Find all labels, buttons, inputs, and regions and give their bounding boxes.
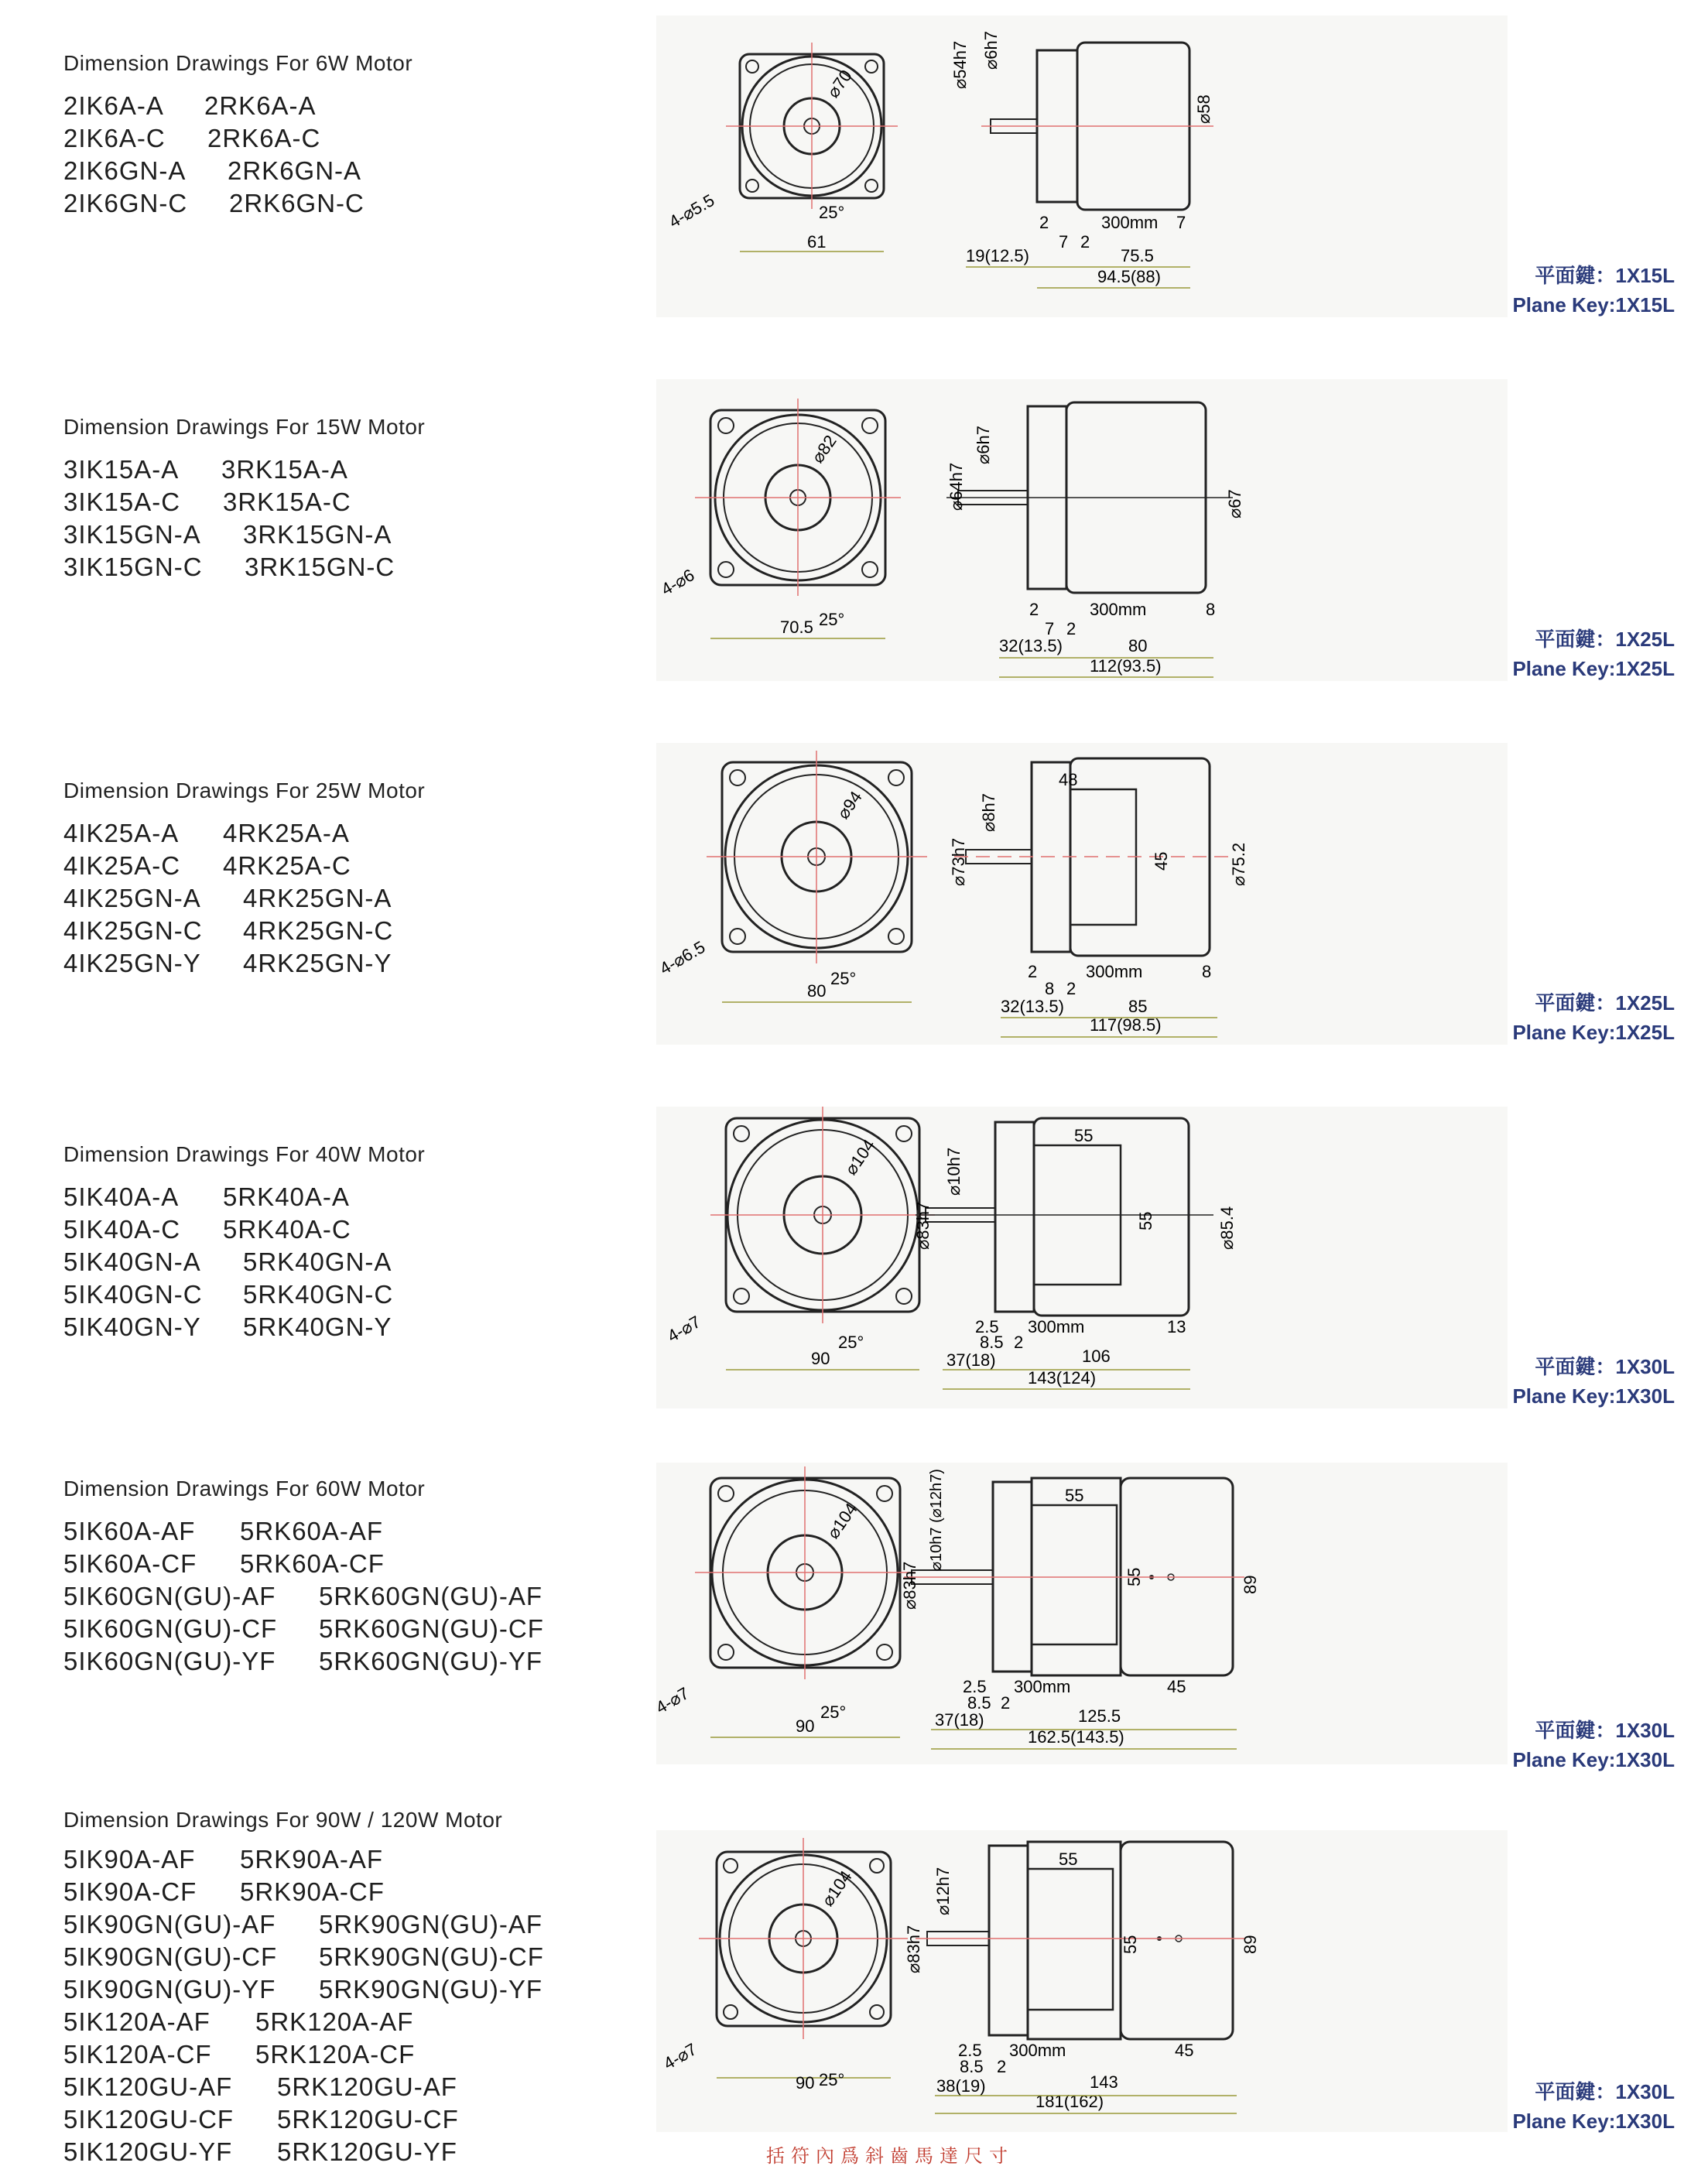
dim-body: ⌀85.4 [1217,1206,1237,1250]
motor-drawing-svg [656,379,1515,689]
dim-a: 2.5 [963,1677,987,1696]
model-rk: 3RK15GN-A [243,520,392,549]
model-rk: 5RK120GU-CF [277,2105,459,2134]
dim-cable: 300mm [1090,600,1147,619]
model-ik: 5IK120GU-YF [63,2137,233,2166]
dim-b: 7 [1045,619,1055,638]
model-row [63,1973,544,2006]
model-rk: 5RK120GU-YF [277,2137,457,2166]
dim-body: ⌀75.2 [1229,842,1248,886]
dim-pilot: ⌀83h7 [904,1925,923,1973]
model-row [63,1645,544,1678]
dim-holes: 4-⌀5.5 [666,190,718,232]
dim-side: 70.5 [780,618,813,637]
model-row [63,1613,544,1645]
dim-total: 143(124) [1028,1368,1097,1388]
dim-c: 2 [1066,619,1076,638]
dim-side: 80 [807,981,827,1001]
plane-key-cn: 平面鍵：1X25L [1535,991,1675,1015]
model-rk: 5RK60A-AF [240,1517,384,1545]
model-ik: 2IK6A-C [63,124,166,152]
dim-body-l: 106 [1082,1347,1111,1366]
model-rk: 5RK40GN-Y [243,1312,392,1341]
model-ik: 5IK90A-AF [63,1845,196,1874]
dim-pilot: ⌀83h7 [913,1201,933,1250]
model-rk: 5RK60GN(GU)-CF [319,1614,544,1643]
model-rk: 2RK6A-A [204,91,317,120]
dimension-drawing [656,1463,1515,1776]
plane-key-en: Plane Key:1X25L [1512,1021,1675,1044]
model-list [63,90,365,220]
dim-angle: 25° [819,610,845,629]
model-ik: 5IK90GN(GU)-CF [63,1942,278,1971]
footer-note: 括符內爲斜齒馬達尺寸 [766,2146,1014,2167]
model-ik: 5IK40GN-Y [63,1312,201,1341]
model-ik: 4IK25GN-A [63,884,201,912]
dim-d: 13 [1167,1317,1186,1336]
dim-side: 90 [796,2073,815,2093]
dimension-drawing [656,379,1515,693]
dim-holes: 4-⌀7 [656,1683,693,1718]
model-ik: 5IK120A-AF [63,2007,211,2036]
model-row [63,486,395,518]
dim-total: 162.5(143.5) [1028,1727,1124,1747]
dim-cable: 300mm [1014,1677,1071,1696]
dim-shaft-d: ⌀6h7 [974,426,993,464]
section-title: Dimension Drawings For 90W / 120W Motor [63,1808,503,1832]
dim-body: 89 [1241,1935,1260,1954]
dimension-drawing [656,743,1515,1056]
model-rk: 5RK60A-CF [240,1549,385,1578]
dim-diag: ⌀104 [817,1867,856,1910]
model-ik: 4IK25GN-Y [63,949,201,977]
dimension-drawing [656,1830,1515,2144]
model-rk: 2RK6GN-A [228,156,362,185]
dim-cable: 300mm [1101,213,1159,232]
model-list [63,453,395,583]
model-ik: 3IK15A-A [63,455,180,484]
dim-d: 45 [1167,1677,1186,1696]
model-row [63,155,365,187]
dim-shaft-d: ⌀6h7 [981,31,1001,70]
dim-angle: 25° [819,203,845,222]
dim-c: 2 [1080,232,1090,252]
dim-body: ⌀67 [1225,489,1244,518]
motor-drawing-svg [656,1463,1515,1772]
model-ik: 5IK40GN-A [63,1247,201,1276]
dim-shaft-d: ⌀12h7 [933,1867,953,1915]
dim-inner-h: 55 [1136,1211,1155,1230]
dim-body: ⌀58 [1194,94,1213,124]
dim-cable: 300mm [1086,962,1143,981]
dim-d: 45 [1175,2041,1194,2060]
model-row [63,2006,544,2038]
motor-drawing-svg [656,1830,1515,2140]
model-row [63,90,365,122]
section-title: Dimension Drawings For 15W Motor [63,415,426,439]
model-ik: 4IK25GN-C [63,916,203,945]
dim-side: 90 [796,1716,815,1736]
plane-key-cn: 平面鍵：1X15L [1535,264,1675,287]
dim-shaft-d: ⌀10h7 (⌀12h7) [928,1469,945,1571]
model-ik: 5IK90GN(GU)-AF [63,1910,276,1939]
dim-shaft-l: 38(19) [936,2076,986,2096]
plane-key-en: Plane Key:1X30L [1512,1748,1675,1771]
section-60w [0,1455,1708,1795]
model-rk: 5RK90GN(GU)-CF [319,1942,544,1971]
model-rk: 5RK90A-CF [240,1877,385,1906]
plane-key-cn: 平面鍵：1X30L [1535,1719,1675,1742]
plane-key-cn: 平面鍵：1X25L [1535,628,1675,651]
dim-total: 181(162) [1035,2092,1104,2111]
model-rk: 4RK25A-C [223,851,351,880]
dim-body-l: 80 [1128,636,1148,655]
model-rk: 5RK120A-CF [255,2040,416,2069]
section-90w-120w [0,1795,1708,2173]
model-rk: 5RK40A-C [223,1215,351,1244]
model-ik: 2IK6GN-C [63,189,188,217]
model-row [63,882,393,915]
dim-c: 2 [1066,979,1076,998]
model-ik: 5IK40A-C [63,1215,181,1244]
model-row [63,518,395,551]
model-ik: 5IK90A-CF [63,1877,197,1906]
dim-diag: ⌀70 [823,66,856,101]
model-row [63,915,393,947]
model-ik: 5IK60GN(GU)-AF [63,1582,276,1610]
model-row [63,122,365,155]
model-row [63,1213,393,1246]
dim-shaft-d: ⌀10h7 [944,1147,964,1196]
dim-inner-w: 48 [1059,770,1078,789]
model-ik: 3IK15GN-A [63,520,201,549]
section-6w [0,0,1708,364]
dim-b: 8.5 [980,1333,1004,1352]
plane-key [1512,1352,1675,1411]
dim-d: 8 [1202,962,1212,981]
model-rk: 5RK90GN(GU)-AF [319,1910,543,1939]
dim-d: 8 [1206,600,1216,619]
dim-angle: 25° [838,1333,864,1352]
motor-drawing-svg [656,1107,1515,1416]
model-row [63,1843,544,1876]
model-rk: 4RK25GN-C [243,916,394,945]
dim-diag: ⌀94 [833,787,866,823]
dim-angle: 25° [820,1702,847,1722]
plane-key-cn: 平面鍵：1X30L [1535,1355,1675,1378]
dim-shaft-l: 19(12.5) [966,246,1029,265]
dim-diag: ⌀82 [807,431,840,467]
model-rk: 5RK120GU-AF [277,2072,457,2101]
dim-pilot: ⌀54h7 [950,40,970,89]
model-ik: 2IK6A-A [63,91,164,120]
dim-pilot: ⌀64h7 [946,462,966,511]
dim-c: 2 [997,2057,1007,2076]
dim-pilot: ⌀83h7 [900,1561,919,1610]
model-rk: 4RK25GN-A [243,884,392,912]
model-row [63,1181,393,1213]
model-ik: 3IK15GN-C [63,553,203,581]
model-ik: 3IK15A-C [63,488,181,516]
plane-key-cn: 平面鍵：1X30L [1535,2080,1675,2103]
dim-inner-h: 55 [1124,1567,1144,1586]
model-ik: 4IK25A-C [63,851,181,880]
dim-inner-w: 55 [1065,1486,1084,1505]
dim-a: 2 [1028,962,1038,981]
section-title: Dimension Drawings For 6W Motor [63,51,413,75]
section-title: Dimension Drawings For 60W Motor [63,1477,426,1501]
plane-key [1512,625,1675,683]
motor-drawing-svg [656,15,1515,325]
dim-shaft-d: ⌀8h7 [979,793,998,832]
model-rk: 5RK90A-AF [240,1845,384,1874]
dim-c: 2 [1014,1333,1024,1352]
model-rk: 5RK60GN(GU)-AF [319,1582,543,1610]
section-25w [0,727,1708,1091]
dim-shaft-l: 32(13.5) [1001,997,1064,1016]
model-row [63,947,393,980]
model-row [63,850,393,882]
dim-pilot: ⌀73h7 [949,837,968,886]
model-row [63,1548,544,1580]
dim-inner-h: 45 [1152,851,1171,871]
model-ik: 5IK120GU-CF [63,2105,234,2134]
dim-side: 61 [807,232,827,252]
dim-shaft-l: 37(18) [946,1350,996,1370]
model-row [63,187,365,220]
model-list [63,1515,544,1678]
model-rk: 4RK25A-A [223,819,350,847]
model-rk: 5RK60GN(GU)-YF [319,1647,543,1675]
model-row [63,551,395,583]
model-row [63,1876,544,1908]
model-rk: 2RK6GN-C [229,189,365,217]
dim-a: 2.5 [975,1317,999,1336]
dim-body-l: 75.5 [1121,246,1154,265]
dim-angle: 25° [830,969,857,988]
dim-cable: 300mm [1009,2041,1066,2060]
model-row [63,2071,544,2103]
plane-key-en: Plane Key:1X30L [1512,1384,1675,1408]
dim-body-l: 143 [1090,2072,1118,2092]
model-rk: 3RK15GN-C [245,553,395,581]
dim-inner-h: 55 [1121,1935,1140,1954]
dimension-drawing [656,15,1515,329]
motor-drawing-svg [656,743,1515,1052]
dim-holes: 4-⌀6 [658,565,698,600]
dim-holes: 4-⌀6.5 [656,936,709,979]
model-ik: 5IK120A-CF [63,2040,212,2069]
dimension-drawing [656,1107,1515,1420]
plane-key [1512,2077,1675,2136]
dim-cable: 300mm [1028,1317,1085,1336]
dim-a: 2 [1029,600,1039,619]
dim-body-l: 125.5 [1078,1706,1121,1726]
dim-d: 7 [1176,213,1186,232]
model-rk: 3RK15A-C [223,488,351,516]
model-row [63,1515,544,1548]
model-ik: 5IK60A-CF [63,1549,197,1578]
dim-total: 94.5(88) [1097,267,1161,286]
plane-key [1512,261,1675,320]
section-40w [0,1091,1708,1455]
dim-total: 117(98.5) [1090,1015,1162,1035]
section-15w [0,364,1708,727]
model-ik: 5IK120GU-AF [63,2072,233,2101]
model-rk: 2RK6A-C [207,124,321,152]
dim-shaft-l: 32(13.5) [999,636,1063,655]
model-list [63,1181,393,1343]
model-ik: 5IK90GN(GU)-YF [63,1975,276,2004]
plane-key-en: Plane Key:1X30L [1512,2110,1675,2133]
model-row [63,2038,544,2071]
model-row [63,453,395,486]
model-ik: 5IK40A-A [63,1182,180,1211]
model-rk: 3RK15A-A [221,455,348,484]
dim-holes: 4-⌀7 [660,2039,700,2074]
dim-a: 2 [1039,213,1049,232]
dim-a: 2.5 [958,2041,982,2060]
dim-b: 8.5 [960,2057,984,2076]
dim-b: 8 [1045,979,1055,998]
dim-inner-w: 55 [1074,1126,1094,1145]
model-rk: 5RK90GN(GU)-YF [319,1975,543,2004]
dim-inner-w: 55 [1059,1850,1078,1869]
dim-holes: 4-⌀7 [664,1312,704,1347]
model-rk: 5RK40A-A [223,1182,350,1211]
model-row [63,817,393,850]
dim-b: 8.5 [967,1693,991,1713]
model-ik: 2IK6GN-A [63,156,187,185]
plane-key [1512,1716,1675,1774]
model-ik: 5IK40GN-C [63,1280,203,1309]
model-row [63,1246,393,1278]
dim-angle: 25° [819,2070,845,2089]
dim-c: 2 [1001,1693,1011,1713]
plane-key-en: Plane Key:1X25L [1512,657,1675,680]
dim-diag: ⌀104 [840,1135,879,1179]
model-rk: 5RK40GN-A [243,1247,392,1276]
model-list [63,1843,544,2168]
plane-key [1512,988,1675,1047]
model-ik: 5IK60GN(GU)-YF [63,1647,276,1675]
model-rk: 5RK120A-AF [255,2007,414,2036]
model-row [63,2103,544,2136]
dim-side: 90 [811,1349,830,1368]
model-row [63,1908,544,1941]
model-ik: 5IK60A-AF [63,1517,196,1545]
dim-body: 89 [1241,1575,1260,1594]
plane-key-en: Plane Key:1X15L [1512,293,1675,317]
section-title: Dimension Drawings For 40W Motor [63,1142,426,1166]
model-ik: 5IK60GN(GU)-CF [63,1614,278,1643]
model-row [63,1941,544,1973]
model-ik: 4IK25A-A [63,819,180,847]
dim-b: 7 [1059,232,1069,252]
dim-total: 112(93.5) [1090,656,1162,676]
model-row [63,1311,393,1343]
section-title: Dimension Drawings For 25W Motor [63,779,426,802]
model-row [63,1580,544,1613]
dim-body-l: 85 [1128,997,1148,1016]
dim-shaft-l: 37(18) [935,1710,984,1730]
model-rk: 4RK25GN-Y [243,949,392,977]
model-row [63,1278,393,1311]
model-rk: 5RK40GN-C [243,1280,394,1309]
model-row [63,2136,544,2168]
dim-diag: ⌀104 [823,1499,861,1542]
model-list [63,817,393,980]
